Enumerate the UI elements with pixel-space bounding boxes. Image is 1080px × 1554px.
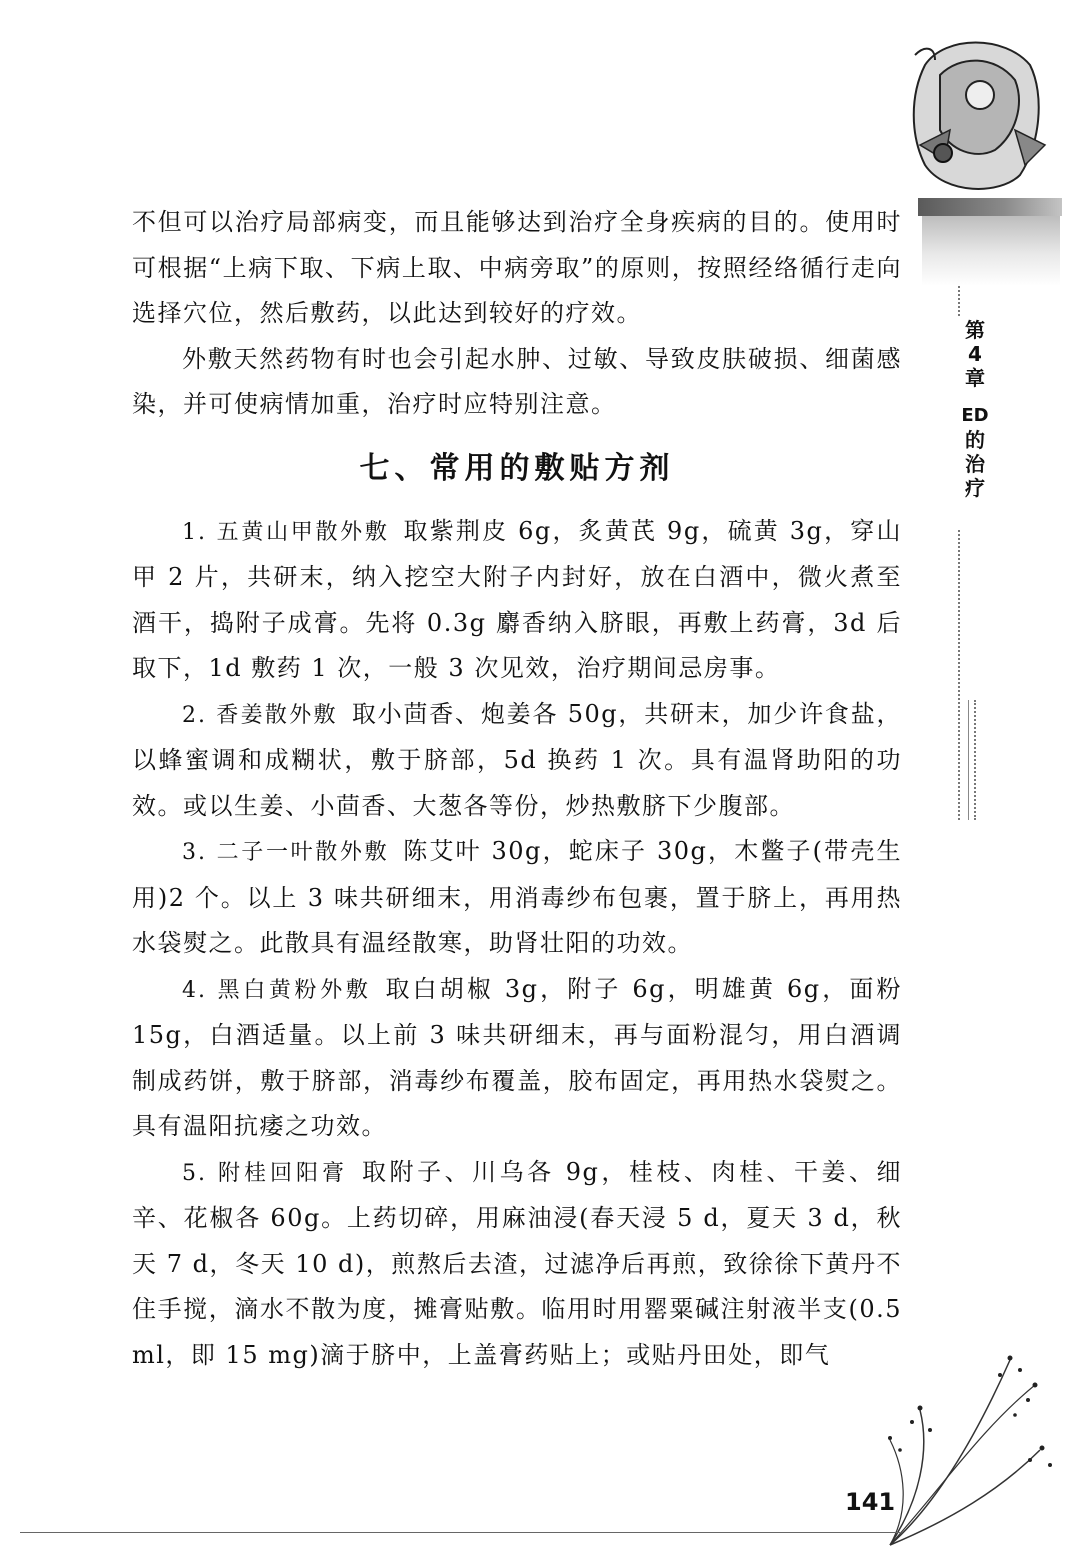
prescription-item	[132, 692, 902, 830]
sidebar-dotted-line	[968, 700, 969, 820]
figure-illustration	[905, 35, 1050, 195]
paragraph: 不但可以治疗局部病变，而且能够达到治疗全身疾病的目的。使用时可根据“上病下取、下病上取、中病旁取”的原则，按照经络循行走向选择穴位，然后敷药，以此达到较好的疗效。	[132, 208, 902, 327]
section-heading: 七、常用的敷贴方剂	[359, 450, 675, 486]
prescription-item	[132, 967, 902, 1150]
decorative-spray-graphic	[860, 1340, 1060, 1550]
sidebar-dotted-line	[958, 286, 960, 316]
prescription-text: 取附子、川乌各 9g，桂枝、肉桂、干姜、细辛、花椒各 60g。上药切碎，用麻油浸(春天浸 5 d，夏天 3 d，秋天 7 d，冬天 10 d)，煎熬后去渣，过滤净后再煎，致徐徐下黄丹不住手搅，滴水不散为度，摊膏贴敷。临用时用罂粟碱注射液半支(0.5 ml，即 15 mg)滴于脐中，上盖膏药贴上；或贴丹田处，即气	[132, 1157, 902, 1369]
prescription-text: 取紫荆皮 6g，炙黄芪 9g，硫黄 3g，穿山甲 2 片，共研末，纳入挖空大附子内封好，放在白酒中，微火煮至酒干，捣附子成膏。先将 0.3g 麝香纳入脐眼，再敷上药膏，3d 后取下，1d 敷药 1 次，一般 3 次见效，治疗期间忌房事。	[132, 516, 902, 682]
chapter-title-char: 的	[965, 428, 985, 452]
sidebar-dotted-line	[958, 530, 960, 820]
chapter-label	[958, 318, 992, 500]
chapter-title-char: 疗	[965, 476, 985, 500]
prescription-text: 取白胡椒 3g，附子 6g，明雄黄 6g，面粉 15g，白酒适量。以上前 3 味共研细末，再与面粉混匀，用白酒调制成药饼，敷于脐部，消毒纱布覆盖，胶布固定，再用热水袋熨之。具有温阳抗痿之功效。	[132, 974, 903, 1140]
prescription-title: 2. 香姜散外敷	[182, 702, 338, 728]
chapter-char: 第	[965, 318, 985, 342]
prescription-text: 陈艾叶 30g，蛇床子 30g，木鳖子(带壳生用)2 个。以上 3 味共研细末，用消毒纱布包裹，置于脐上，再用热水袋熨之。此散具有温经散寒，助肾壮阳的功效。	[132, 837, 902, 957]
prescription-text: 取小茴香、炮姜各 50g，共研末，加少许食盐，以蜂蜜调和成糊状，敷于脐部，5d 换药 1 次。具有温肾助阳的功效。或以生姜、小茴香、大葱各等份，炒热敷脐下少腹部。	[132, 699, 902, 820]
prescription-title: 5. 附桂回阳膏	[182, 1160, 349, 1186]
chapter-tab-bar	[918, 198, 1062, 216]
prescription-item	[132, 1150, 902, 1379]
chapter-char: 4	[968, 342, 982, 366]
main-text	[132, 200, 902, 1378]
sidebar-dotted-line	[974, 700, 976, 820]
chapter-title-char: ED	[961, 405, 989, 426]
paragraph: 外敷天然药物有时也会引起水肿、过敏、导致皮肤破损、细菌感染，并可使病情加重，治疗时应特别注意。	[132, 344, 902, 418]
prescription-title: 4. 黑白黄粉外敷	[182, 977, 372, 1003]
page-number: 141	[845, 1488, 896, 1516]
chapter-char: 章	[965, 366, 985, 390]
prescription-item	[132, 829, 902, 967]
chapter-title-char: 治	[965, 452, 985, 476]
chapter-tab-gradient	[922, 216, 1060, 286]
bottom-rule	[20, 1532, 900, 1533]
prescription-item	[132, 509, 902, 692]
prescription-title: 1. 五黄山甲散外敷	[182, 519, 390, 545]
prescription-title: 3. 二子一叶散外敷	[182, 840, 390, 865]
